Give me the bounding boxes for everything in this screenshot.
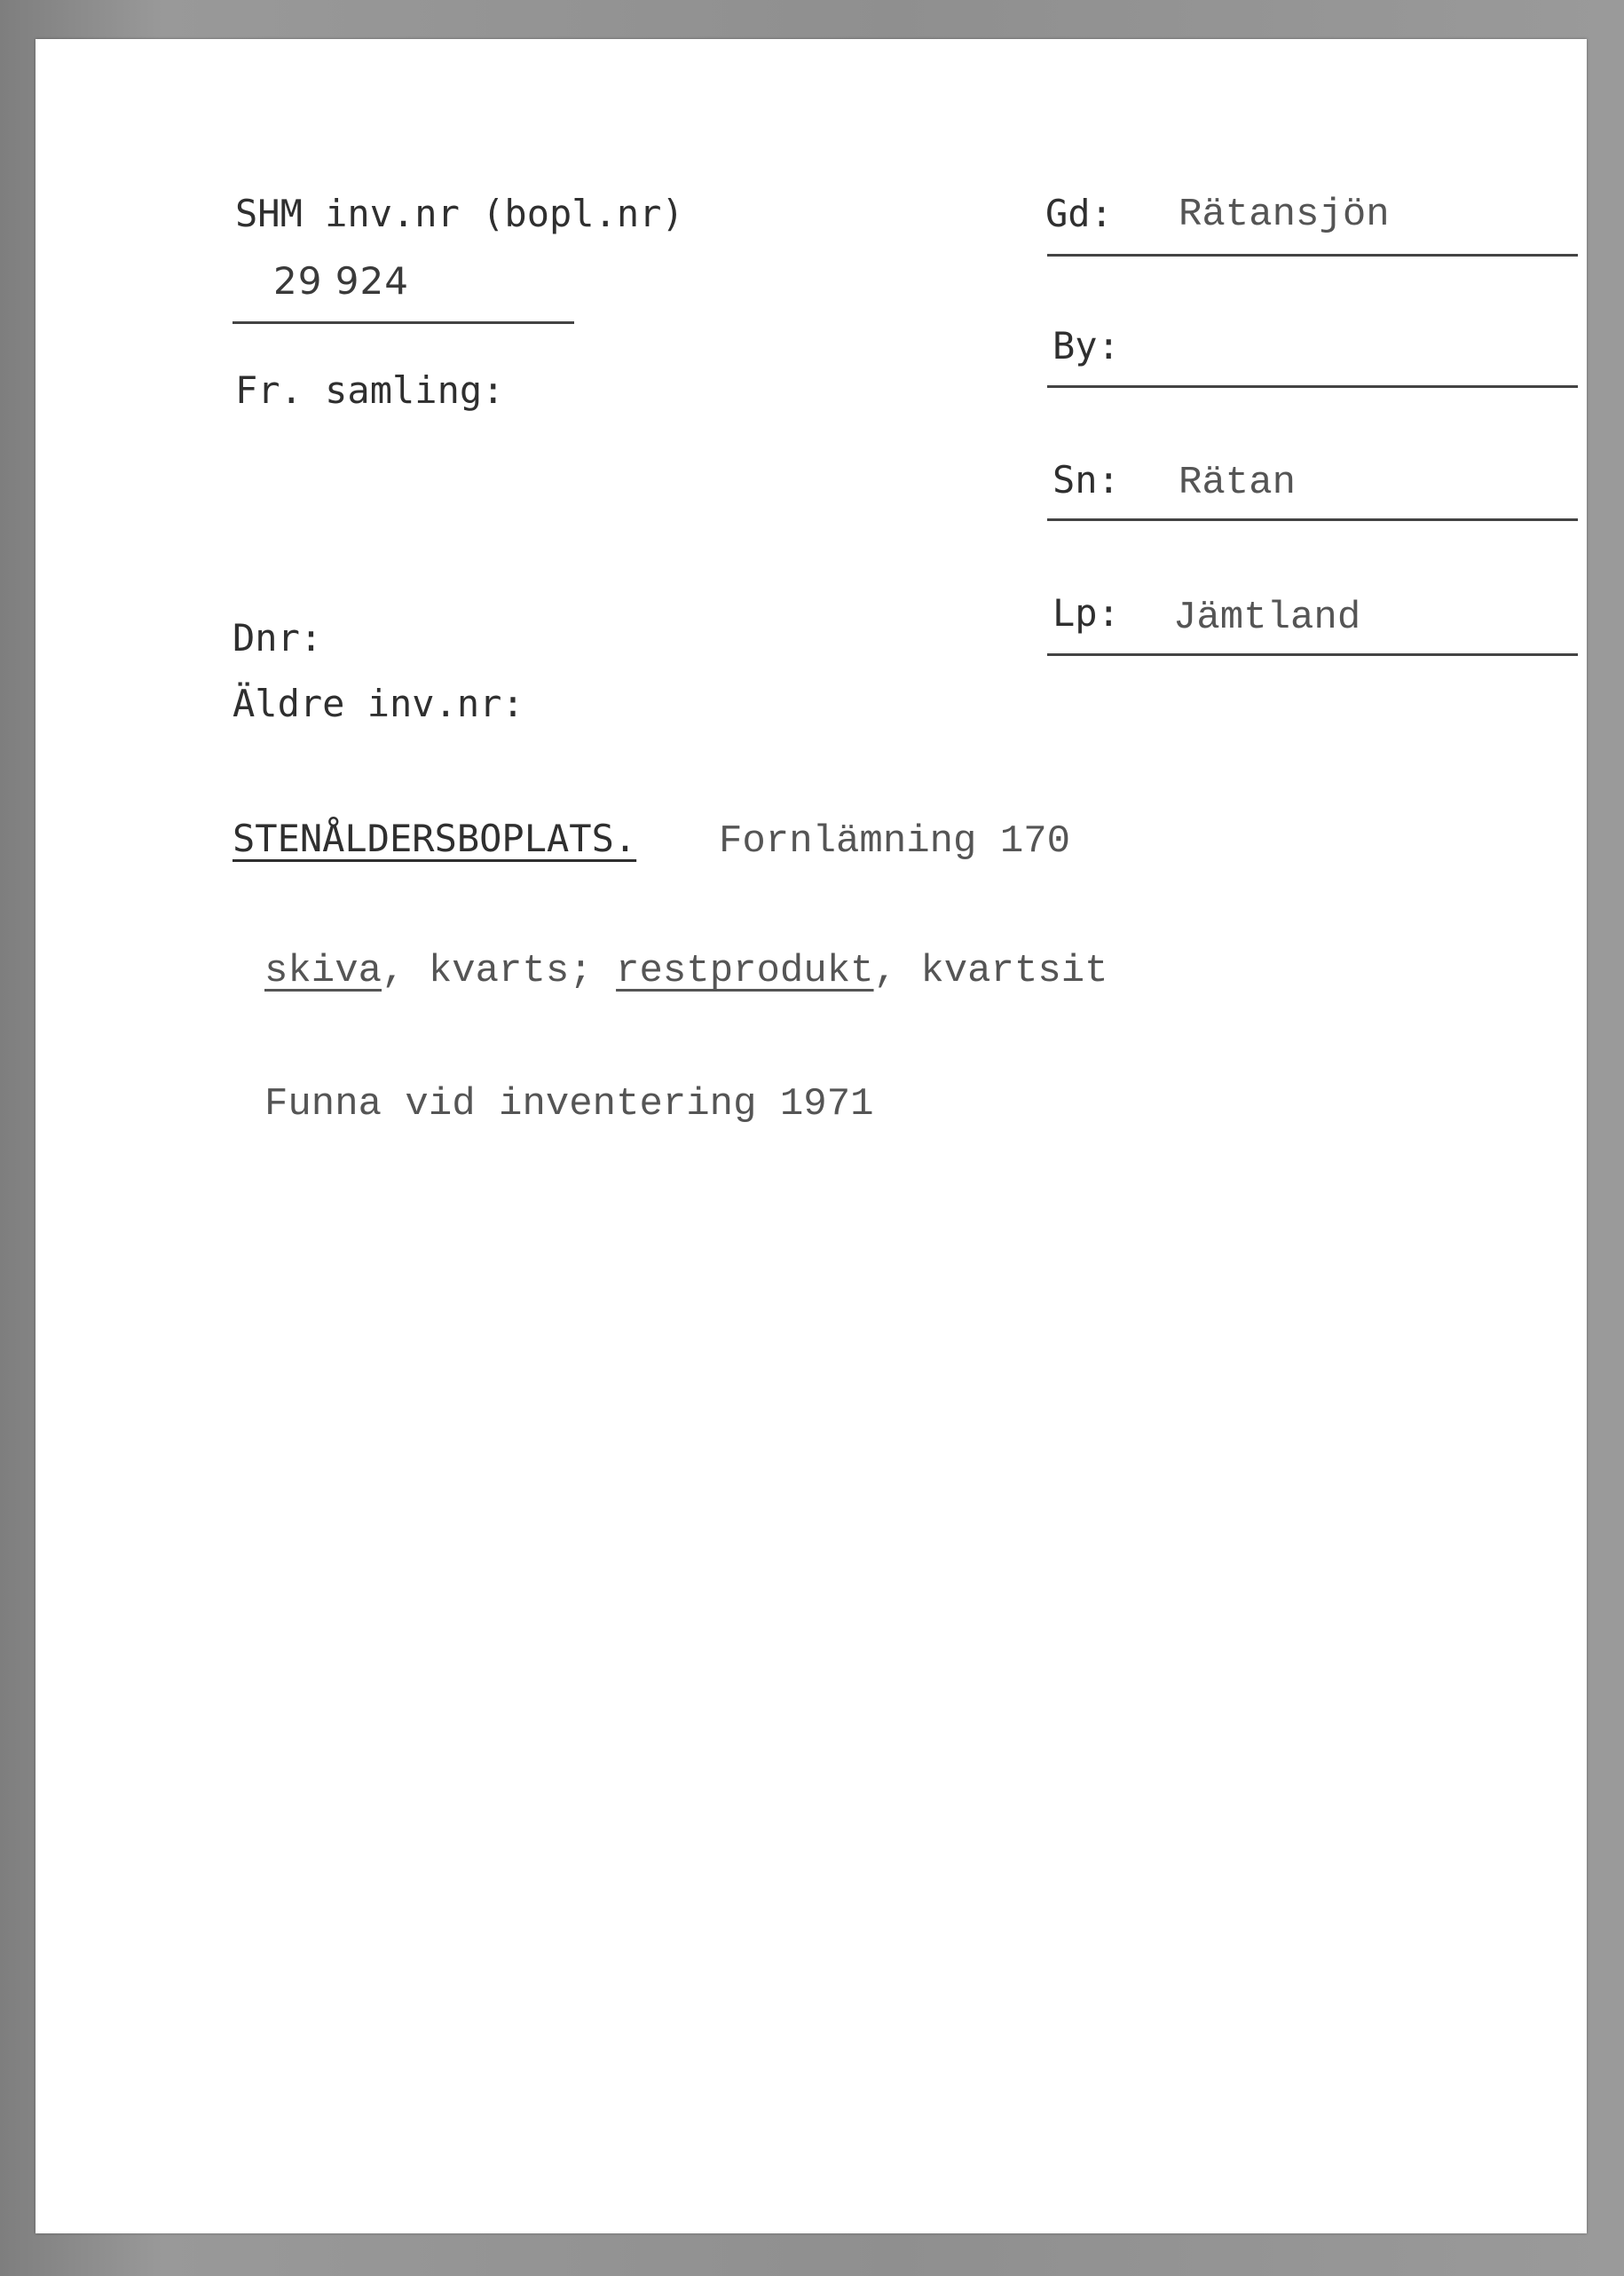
- parish-label: Sn:: [1052, 458, 1120, 502]
- county-label: Lp:: [1052, 591, 1120, 635]
- farm-value: Rätansjön: [1179, 193, 1390, 237]
- county-rule: [1047, 653, 1578, 656]
- finds-line: [264, 949, 1108, 993]
- former-collection-label: Fr. samling:: [235, 368, 505, 412]
- village-label: By:: [1052, 324, 1120, 367]
- village-rule: [1047, 385, 1578, 388]
- find-note: Funna vid inventering 1971: [264, 1082, 874, 1126]
- older-inventory-label: Äldre inv.nr:: [233, 682, 524, 725]
- inventory-number-rule: [233, 321, 574, 324]
- ancient-monument-number: Fornlämning 170: [719, 819, 1071, 864]
- find-item-restprodukt: restprodukt: [616, 949, 874, 993]
- catalog-card: [35, 39, 1587, 2233]
- farm-rule: [1047, 254, 1578, 257]
- find-item-skiva: skiva: [264, 949, 382, 993]
- dnr-label: Dnr:: [233, 616, 323, 660]
- find-separator-1: , kvarts;: [382, 949, 617, 993]
- farm-label: Gd:: [1045, 192, 1113, 235]
- parish-rule: [1047, 518, 1578, 521]
- site-category: STENÅLDERSBOPLATS.: [233, 817, 637, 860]
- parish-value: Rätan: [1179, 461, 1297, 505]
- inventory-number-value: 29 924: [273, 259, 409, 303]
- inventory-number-label: SHM inv.nr (bopl.nr): [235, 192, 684, 235]
- find-separator-2: , kvartsit: [873, 949, 1108, 993]
- county-value: Jämtland: [1173, 596, 1361, 640]
